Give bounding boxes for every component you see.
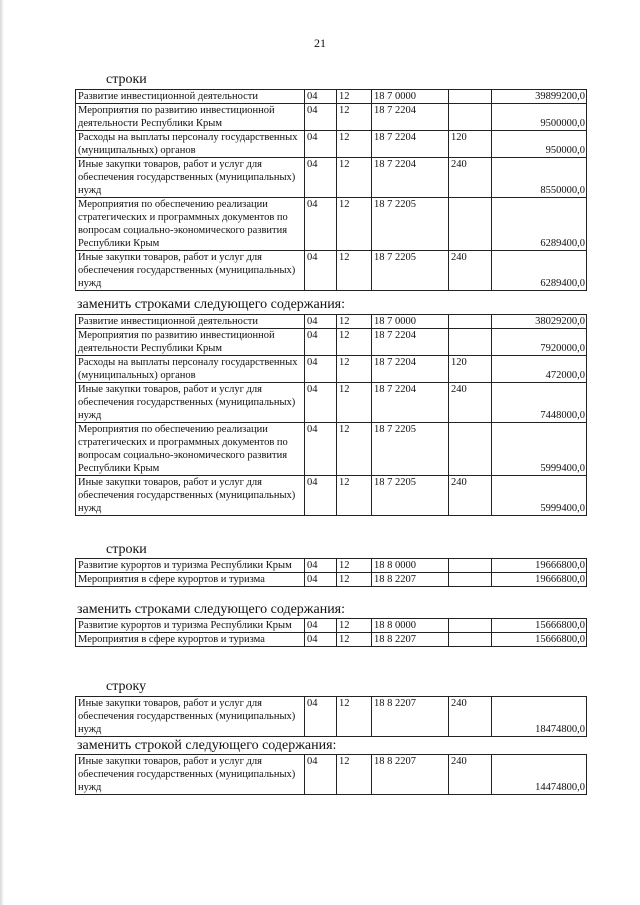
row-target-article: 18 7 0000: [372, 315, 449, 329]
row-amount: 7448000,0: [492, 383, 587, 423]
row-subsection-code: 12: [337, 315, 372, 329]
row-subsection-code: 12: [337, 619, 372, 633]
row-section-code: 04: [305, 131, 337, 158]
row-name: Иные закупки товаров, работ и услуг для обеспечения государственных (муниципальных) нужд: [76, 697, 305, 737]
budget-table: [75, 696, 587, 737]
row-name: Развитие курортов и туризма Республики Крым: [76, 619, 305, 633]
row-amount: 5999400,0: [492, 423, 587, 476]
section-heading: заменить строками следующего содержания:: [77, 602, 346, 617]
section-heading: строки: [106, 542, 147, 557]
row-expense-type: 240: [449, 383, 492, 423]
scan-edge: [0, 0, 4, 905]
row-target-article: 18 7 2204: [372, 104, 449, 131]
table-row: [76, 619, 587, 633]
table-row: [76, 383, 587, 423]
row-target-article: 18 8 0000: [372, 619, 449, 633]
row-section-code: 04: [305, 476, 337, 516]
row-section-code: 04: [305, 198, 337, 251]
row-target-article: 18 8 0000: [372, 559, 449, 573]
row-expense-type: [449, 104, 492, 131]
row-amount: 9500000,0: [492, 104, 587, 131]
row-subsection-code: 12: [337, 329, 372, 356]
row-amount: 950000,0: [492, 131, 587, 158]
budget-table: [75, 314, 587, 516]
row-expense-type: 120: [449, 356, 492, 383]
row-expense-type: [449, 633, 492, 647]
table-row: [76, 356, 587, 383]
row-expense-type: 240: [449, 697, 492, 737]
row-target-article: 18 8 2207: [372, 697, 449, 737]
table-row: [76, 476, 587, 516]
row-name: Развитие курортов и туризма Республики Крым: [76, 559, 305, 573]
row-expense-type: [449, 559, 492, 573]
row-name: Мероприятия в сфере курортов и туризма: [76, 633, 305, 647]
row-target-article: 18 7 2205: [372, 251, 449, 291]
row-section-code: 04: [305, 356, 337, 383]
row-subsection-code: 12: [337, 423, 372, 476]
table-row: [76, 559, 587, 573]
row-section-code: 04: [305, 329, 337, 356]
row-section-code: 04: [305, 559, 337, 573]
row-section-code: 04: [305, 619, 337, 633]
row-target-article: 18 7 2205: [372, 476, 449, 516]
row-target-article: 18 7 2205: [372, 423, 449, 476]
table-row: [76, 315, 587, 329]
row-subsection-code: 12: [337, 131, 372, 158]
row-target-article: 18 7 2204: [372, 158, 449, 198]
row-section-code: 04: [305, 251, 337, 291]
row-amount: 6289400,0: [492, 198, 587, 251]
row-name: Иные закупки товаров, работ и услуг для обеспечения государственных (муниципальных) нужд: [76, 476, 305, 516]
table-row: [76, 90, 587, 104]
row-amount: 5999400,0: [492, 476, 587, 516]
budget-table: [75, 558, 587, 587]
row-expense-type: 240: [449, 755, 492, 795]
table-row: [76, 633, 587, 647]
row-name: Расходы на выплаты персоналу государственных (муниципальных) органов: [76, 356, 305, 383]
table-row: [76, 755, 587, 795]
row-subsection-code: 12: [337, 755, 372, 795]
row-amount: 472000,0: [492, 356, 587, 383]
row-amount: 18474800,0: [492, 697, 587, 737]
row-section-code: 04: [305, 633, 337, 647]
table-row: [76, 423, 587, 476]
row-section-code: 04: [305, 697, 337, 737]
row-subsection-code: 12: [337, 198, 372, 251]
row-expense-type: [449, 423, 492, 476]
section-heading: строки: [106, 72, 147, 87]
row-target-article: 18 7 0000: [372, 90, 449, 104]
row-subsection-code: 12: [337, 559, 372, 573]
row-expense-type: 120: [449, 131, 492, 158]
row-subsection-code: 12: [337, 476, 372, 516]
row-section-code: 04: [305, 90, 337, 104]
row-target-article: 18 7 2204: [372, 356, 449, 383]
row-amount: 19666800,0: [492, 573, 587, 587]
row-section-code: 04: [305, 423, 337, 476]
row-section-code: 04: [305, 755, 337, 795]
budget-table: [75, 89, 587, 291]
table-row: [76, 104, 587, 131]
row-target-article: 18 7 2204: [372, 383, 449, 423]
row-target-article: 18 7 2204: [372, 131, 449, 158]
row-expense-type: 240: [449, 251, 492, 291]
section-heading: строку: [106, 679, 147, 694]
row-amount: 7920000,0: [492, 329, 587, 356]
row-expense-type: [449, 90, 492, 104]
row-target-article: 18 7 2205: [372, 198, 449, 251]
table-row: [76, 329, 587, 356]
table-row: [76, 573, 587, 587]
row-expense-type: [449, 329, 492, 356]
row-name: Мероприятия по обеспечению реализации стратегических и программных документов по вопросам социально-экономического развития Республики Крым: [76, 423, 305, 476]
table-row: [76, 158, 587, 198]
row-expense-type: [449, 198, 492, 251]
section-heading: заменить строкой следующего содержания:: [77, 738, 337, 753]
row-name: Мероприятия по развитию инвестиционной деятельности Республики Крым: [76, 104, 305, 131]
table-row: [76, 198, 587, 251]
row-expense-type: [449, 573, 492, 587]
row-expense-type: 240: [449, 476, 492, 516]
budget-table: [75, 618, 587, 647]
row-section-code: 04: [305, 383, 337, 423]
row-subsection-code: 12: [337, 251, 372, 291]
row-subsection-code: 12: [337, 633, 372, 647]
row-amount: 39899200,0: [492, 90, 587, 104]
row-name: Мероприятия по развитию инвестиционной деятельности Республики Крым: [76, 329, 305, 356]
row-subsection-code: 12: [337, 158, 372, 198]
budget-table: [75, 754, 587, 795]
row-subsection-code: 12: [337, 104, 372, 131]
row-amount: 15666800,0: [492, 619, 587, 633]
row-amount: 6289400,0: [492, 251, 587, 291]
row-name: Иные закупки товаров, работ и услуг для обеспечения государственных (муниципальных) нужд: [76, 383, 305, 423]
row-subsection-code: 12: [337, 383, 372, 423]
page-number: 21: [314, 36, 326, 50]
table-row: [76, 251, 587, 291]
row-name: Мероприятия по обеспечению реализации стратегических и программных документов по вопросам социально-экономического развития Республики Крым: [76, 198, 305, 251]
row-amount: 8550000,0: [492, 158, 587, 198]
row-name: Иные закупки товаров, работ и услуг для обеспечения государственных (муниципальных) нужд: [76, 251, 305, 291]
row-section-code: 04: [305, 158, 337, 198]
section-heading: заменить строками следующего содержания:: [77, 297, 346, 312]
row-target-article: 18 8 2207: [372, 573, 449, 587]
row-amount: 19666800,0: [492, 559, 587, 573]
row-name: Развитие инвестиционной деятельности: [76, 315, 305, 329]
row-section-code: 04: [305, 573, 337, 587]
row-name: Развитие инвестиционной деятельности: [76, 90, 305, 104]
row-section-code: 04: [305, 315, 337, 329]
table-row: [76, 697, 587, 737]
row-name: Мероприятия в сфере курортов и туризма: [76, 573, 305, 587]
row-amount: 15666800,0: [492, 633, 587, 647]
row-name: Расходы на выплаты персоналу государственных (муниципальных) органов: [76, 131, 305, 158]
row-section-code: 04: [305, 104, 337, 131]
row-subsection-code: 12: [337, 697, 372, 737]
row-expense-type: [449, 619, 492, 633]
row-target-article: 18 8 2207: [372, 633, 449, 647]
row-subsection-code: 12: [337, 90, 372, 104]
table-row: [76, 131, 587, 158]
row-target-article: 18 8 2207: [372, 755, 449, 795]
row-target-article: 18 7 2204: [372, 329, 449, 356]
row-expense-type: [449, 315, 492, 329]
row-name: Иные закупки товаров, работ и услуг для обеспечения государственных (муниципальных) нужд: [76, 755, 305, 795]
row-subsection-code: 12: [337, 573, 372, 587]
row-subsection-code: 12: [337, 356, 372, 383]
row-expense-type: 240: [449, 158, 492, 198]
row-amount: 38029200,0: [492, 315, 587, 329]
row-amount: 14474800,0: [492, 755, 587, 795]
row-name: Иные закупки товаров, работ и услуг для обеспечения государственных (муниципальных) нужд: [76, 158, 305, 198]
